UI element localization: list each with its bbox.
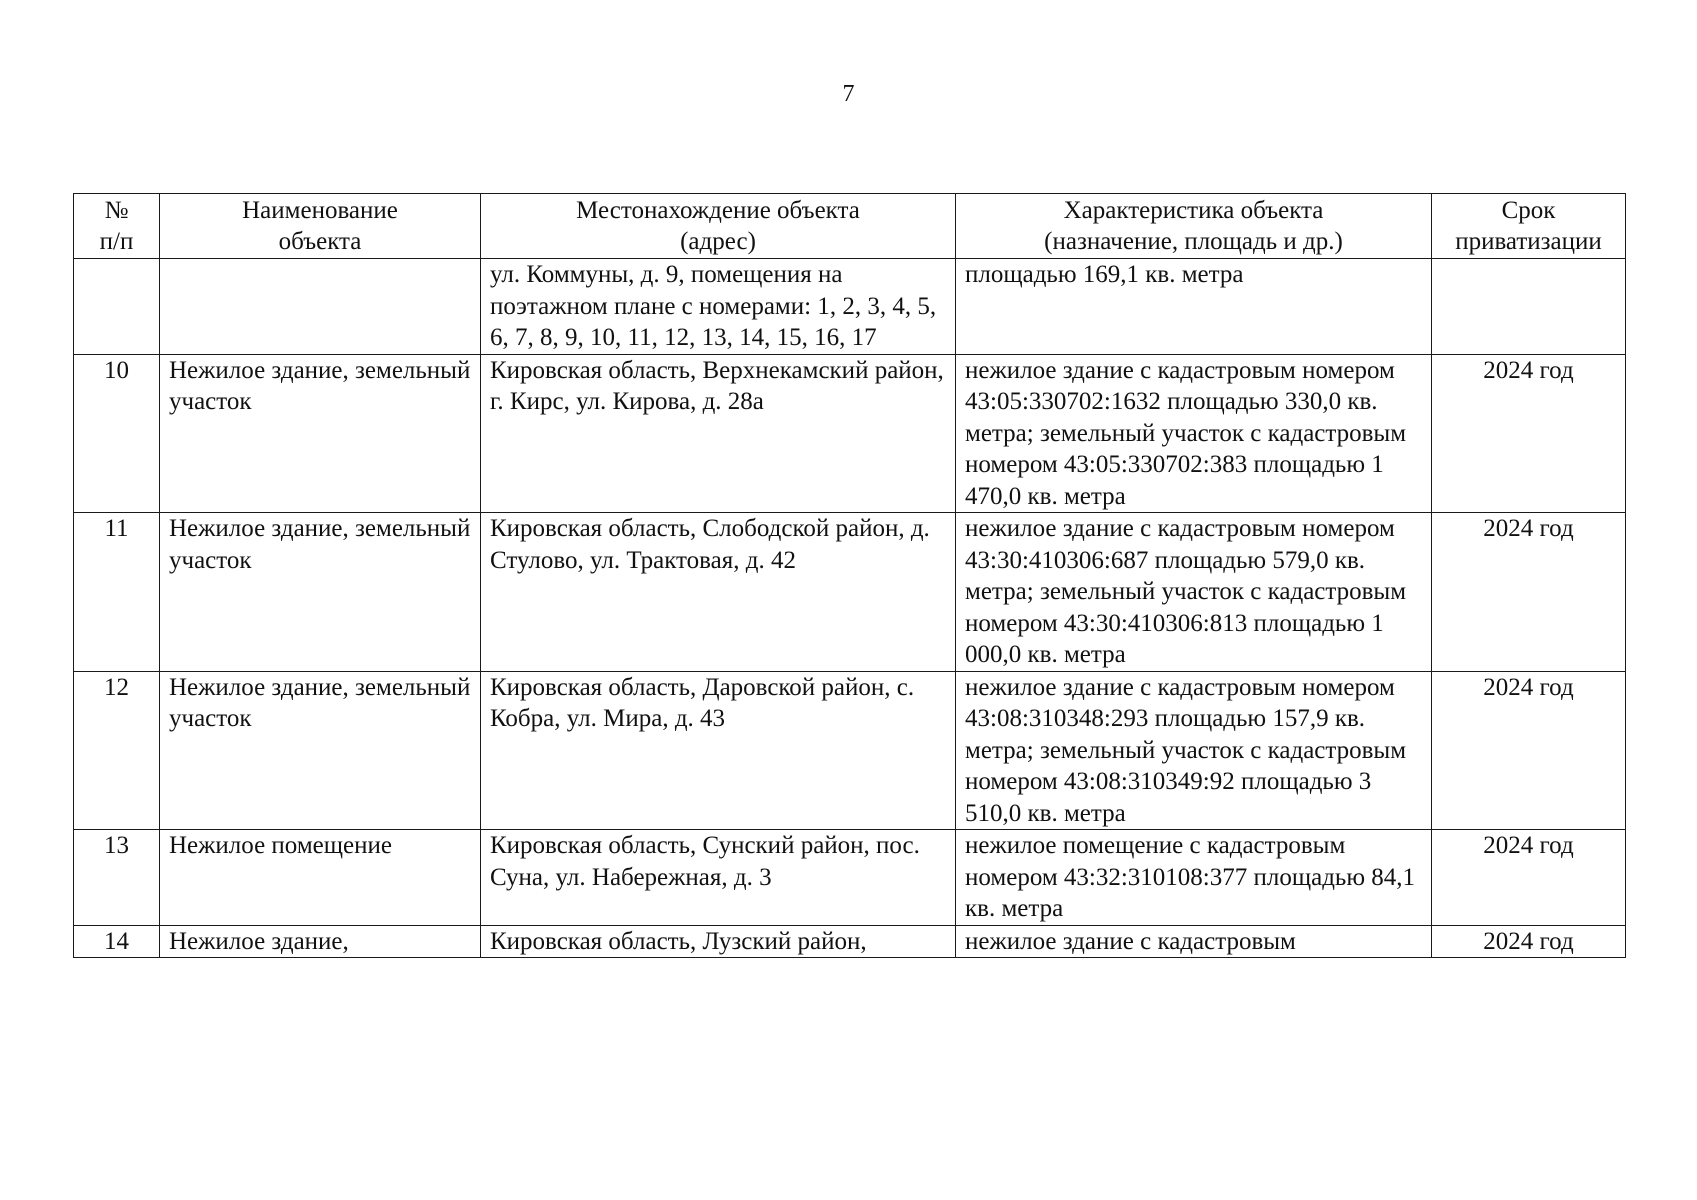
cell-term: 2024 год [1432,513,1626,672]
table-row [74,671,1626,830]
cell-address: ул. Коммуны, д. 9, помещения на поэтажном плане с номерами: 1, 2, 3, 4, 5, 6, 7, 8, 9, 10, 11, 12, 13, 14, 15, 16, 17 [481,259,956,355]
cell-characteristics: нежилое здание с кадастровым [956,925,1432,957]
page-number: 7 [842,81,855,107]
cell-characteristics: нежилое помещение с кадастровым номером 43:32:310108:377 площадью 84,1 кв. метра [956,830,1432,926]
privatization-table [73,193,1626,958]
cell-num: 14 [74,925,160,957]
cell-address: Кировская область, Даровской район, с. Кобра, ул. Мира, д. 43 [481,671,956,830]
cell-characteristics: площадью 169,1 кв. метра [956,259,1432,355]
cell-name: Нежилое здание, земельный участок [160,354,481,513]
cell-term: 2024 год [1432,354,1626,513]
header-name: Наименование объекта [160,194,481,259]
table-row [74,830,1626,926]
header-characteristics: Характеристика объекта (назначение, площадь и др.) [956,194,1432,259]
cell-name: Нежилое здание, земельный участок [160,671,481,830]
header-term: Срок приватизации [1432,194,1626,259]
cell-num: 13 [74,830,160,926]
cell-num: 11 [74,513,160,672]
cell-term [1432,259,1626,355]
cell-name: Нежилое здание, [160,925,481,957]
table-row [74,354,1626,513]
cell-term: 2024 год [1432,925,1626,957]
cell-address: Кировская область, Слободской район, д. Стулово, ул. Трактовая, д. 42 [481,513,956,672]
header-num: № п/п [74,194,160,259]
cell-term: 2024 год [1432,830,1626,926]
cell-name [160,259,481,355]
cell-address: Кировская область, Сунский район, пос. Суна, ул. Набережная, д. 3 [481,830,956,926]
cell-address: Кировская область, Верхнекамский район, г. Кирс, ул. Кирова, д. 28а [481,354,956,513]
table-row [74,925,1626,957]
header-address: Местонахождение объекта (адрес) [481,194,956,259]
cell-num: 10 [74,354,160,513]
cell-characteristics: нежилое здание с кадастровым номером 43:08:310348:293 площадью 157,9 кв. метра; земельный участок с кадастровым номером 43:08:310349:92 площадью 3 510,0 кв. метра [956,671,1432,830]
table-row [74,513,1626,672]
cell-name: Нежилое помещение [160,830,481,926]
cell-characteristics: нежилое здание с кадастровым номером 43:05:330702:1632 площадью 330,0 кв. метра; земельный участок с кадастровым номером 43:05:330702:383 площадью 1 470,0 кв. метра [956,354,1432,513]
table-row [74,259,1626,355]
table-header-row [74,194,1626,259]
cell-address: Кировская область, Лузский район, [481,925,956,957]
cell-term: 2024 год [1432,671,1626,830]
cell-num [74,259,160,355]
cell-num: 12 [74,671,160,830]
cell-name: Нежилое здание, земельный участок [160,513,481,672]
cell-characteristics: нежилое здание с кадастровым номером 43:30:410306:687 площадью 579,0 кв. метра; земельный участок с кадастровым номером 43:30:410306:813 площадью 1 000,0 кв. метра [956,513,1432,672]
